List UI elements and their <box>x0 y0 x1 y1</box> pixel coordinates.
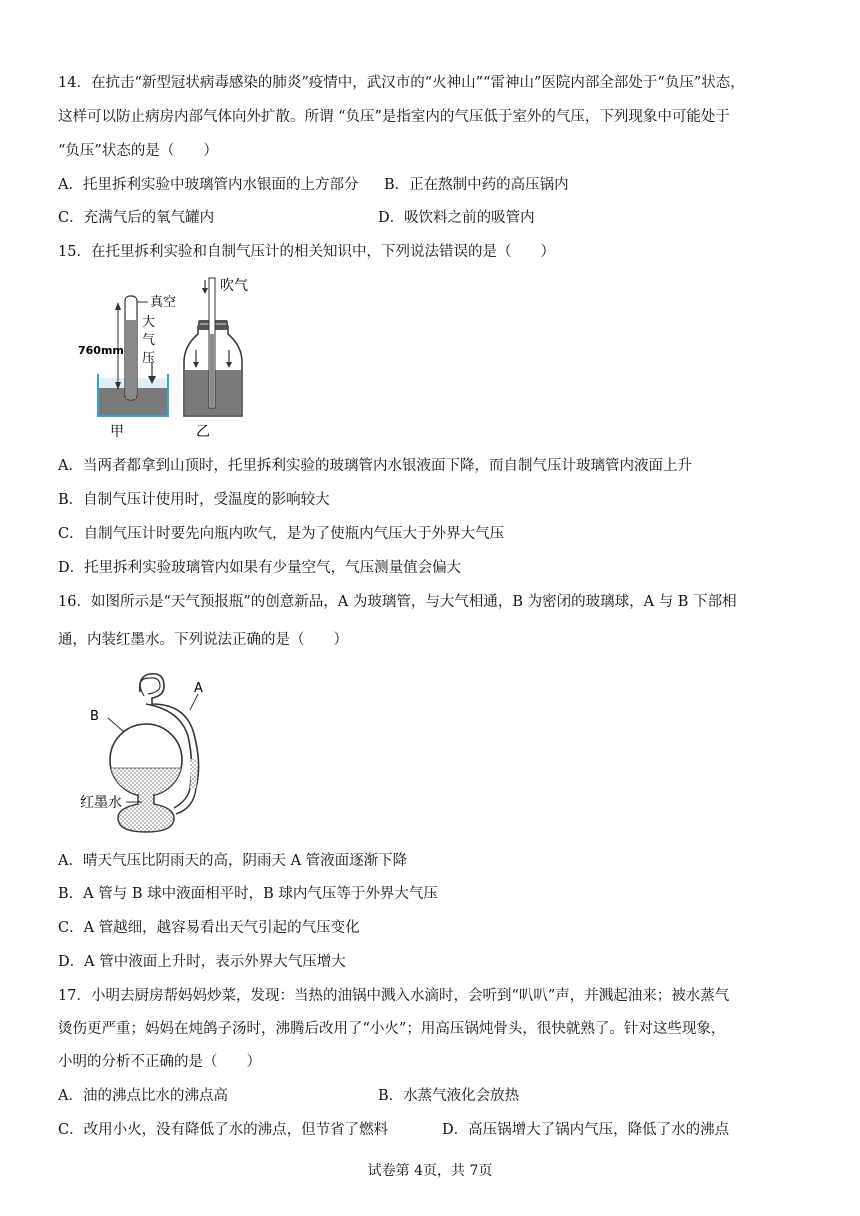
q14-option-a: A．托里拆利实验中玻璃管内水银面的上方部分 <box>58 177 359 193</box>
q15-figure <box>78 274 278 444</box>
q14-stem-line2: 这样可以防止病房内部气体向外扩散。所谓 “负压”是指室内的气压低于室外的气压，下列现象中可能处于 <box>58 109 730 125</box>
q17-option-b: B．水蒸气液化会放热 <box>378 1088 520 1104</box>
q16-option-b: B．A 管与 B 球中液面相平时，B 球内气压等于外界大气压 <box>58 886 438 902</box>
q14-stem-line1: 14．在抗击“新型冠状病毒感染的肺炎”疫情中，武汉市的“火神山”“雷神山”医院内部全部处于“负压”状态， <box>58 75 745 91</box>
label-ink: 红墨水 <box>80 795 122 811</box>
q16-stem-line1: 16．如图所示是“天气预报瓶”的创意新品，A 为玻璃管，与大气相通，B 为密闭的玻璃球，A 与 B 下部相 <box>58 594 737 610</box>
jia-label: 甲 <box>110 424 124 440</box>
height-label: 760mm <box>78 344 124 357</box>
q15-option-c: C．自制气压计时要先向瓶内吹气，是为了使瓶内气压大于外界大气压 <box>58 526 505 542</box>
label-b: B <box>90 709 99 724</box>
label-a: A <box>194 681 203 696</box>
q16-option-d: D．A 管中液面上升时，表示外界大气压增大 <box>58 954 346 970</box>
q15-option-b: B．自制气压计使用时，受温度的影响较大 <box>58 492 330 508</box>
q17-stem-line2: 烫伤更严重；妈妈在炖鸽子汤时，沸腾后改用了“小火”；用高压锅炖骨头，很快就熟了。针对这些现象， <box>58 1021 726 1037</box>
q17-stem-line1: 17．小明去厨房帮妈妈炒菜，发现：当热的油锅中溅入水滴时，会听到“叭叭”声，并溅起油来；被水蒸气 <box>58 988 730 1004</box>
atm-label-1: 大 <box>142 315 156 330</box>
q16-option-a: A．晴天气压比阴雨天的高，阴雨天 A 管液面逐渐下降 <box>58 853 408 869</box>
q17-option-a: A．油的沸点比水的沸点高 <box>58 1088 228 1104</box>
q15-option-a: A．当两者都拿到山顶时，托里拆利实验的玻璃管内水银液面下降，而自制气压计玻璃管内液面上升 <box>58 458 692 474</box>
blow-label: 吹气 <box>220 278 248 294</box>
q15-option-d: D．托里拆利实验玻璃管内如果有少量空气，气压测量值会偏大 <box>58 560 462 576</box>
page-footer: 试卷第 4页，共 7页 <box>367 1163 493 1179</box>
q14-option-b: B．正在熬制中药的高压锅内 <box>384 177 569 193</box>
q14-stem-line3: “负压”状态的是（ ） <box>58 143 218 159</box>
yi-label: 乙 <box>196 424 210 440</box>
q14-option-d: D．吸饮料之前的吸管内 <box>378 210 535 226</box>
q15-stem: 15．在托里拆利实验和自制气压计的相关知识中，下列说法错误的是（ ） <box>58 244 555 260</box>
vacuum-label: 真空 <box>150 295 177 310</box>
q17-option-d: D．高压锅增大了锅内气压，降低了水的沸点 <box>442 1122 730 1138</box>
q17-option-c: C．改用小火，没有降低了水的沸点，但节省了燃料 <box>58 1122 389 1138</box>
q16-figure <box>78 668 228 836</box>
atm-label-2: 气 <box>142 333 156 348</box>
homemade-barometer <box>184 278 242 416</box>
q17-stem-line3: 小明的分析不正确的是（ ） <box>58 1054 261 1070</box>
atm-label-3: 压 <box>142 351 156 366</box>
q16-option-c: C．A 管越细，越容易看出天气引起的气压变化 <box>58 920 360 936</box>
q14-option-c: C．充满气后的氧气罐内 <box>58 210 215 226</box>
q16-stem-line2: 通，内装红墨水。下列说法正确的是（ ） <box>58 632 348 648</box>
